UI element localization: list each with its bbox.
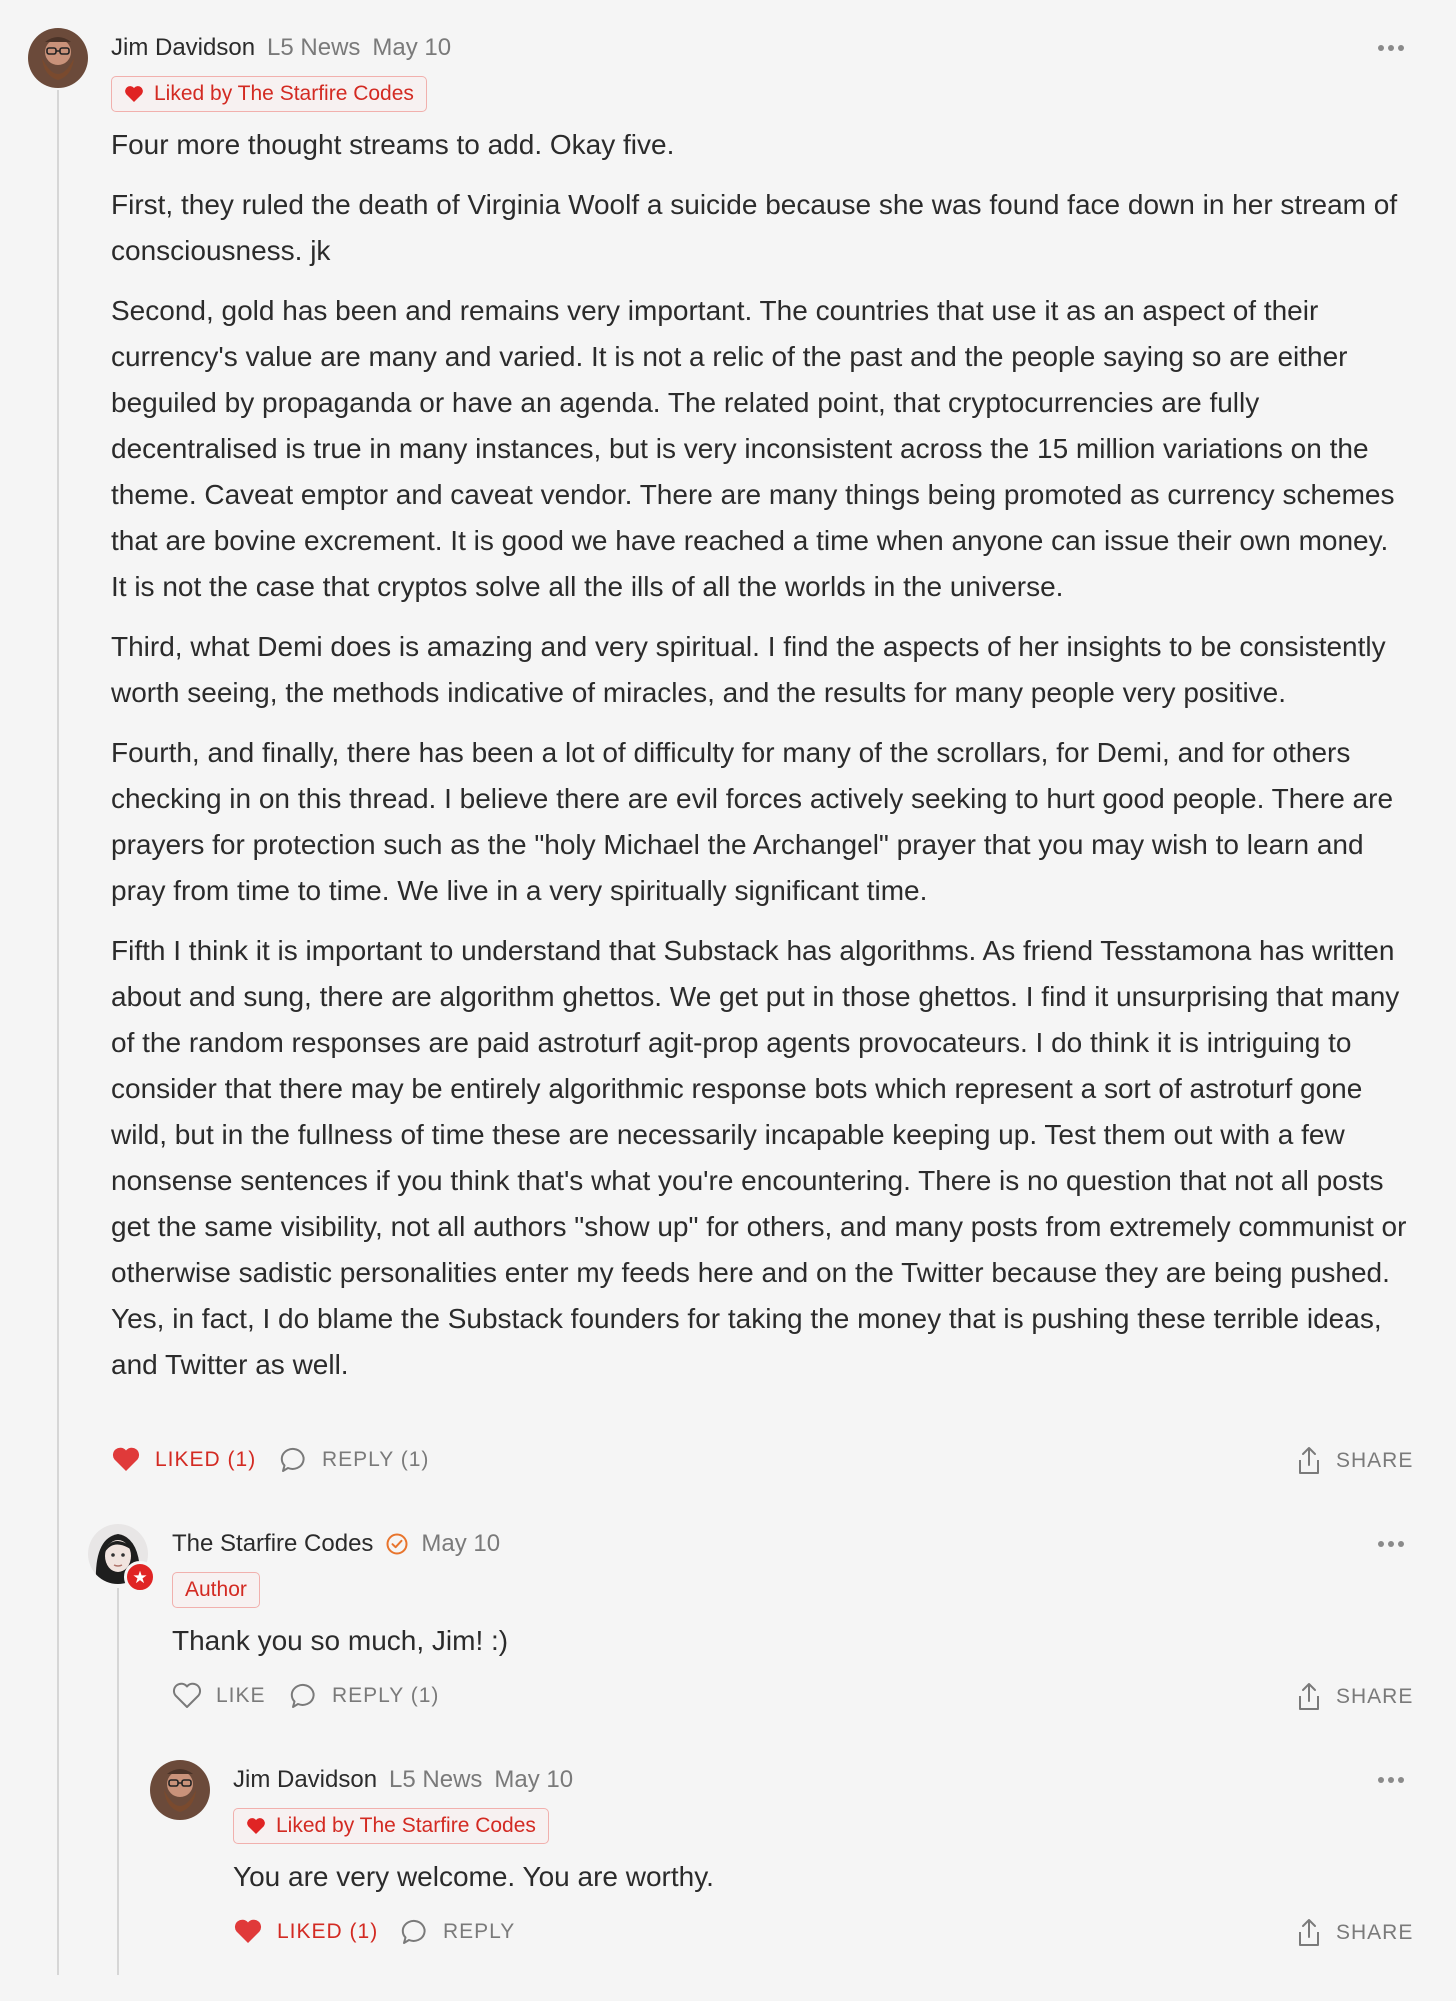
avatar-bearded-man-icon (28, 28, 88, 88)
comment-paragraph: Four more thought streams to add. Okay five. (111, 129, 675, 160)
avatar-bearded-man-icon (150, 1760, 210, 1820)
comment-body (172, 1618, 1402, 1664)
like-label: LIKED (1) (155, 1447, 257, 1471)
share-label: SHARE (1336, 1449, 1414, 1472)
like-label: LIKED (1) (277, 1919, 379, 1943)
share-button[interactable] (1296, 1918, 1413, 1948)
like-button[interactable] (233, 1918, 378, 1945)
comment-paragraph: First, they ruled the death of Virginia Woolf a suicide because she was found face down in her stream of consciousness. jk (111, 189, 1398, 266)
like-button[interactable] (111, 1446, 256, 1473)
comment-paragraph: You are very welcome. You are worthy. (233, 1861, 714, 1892)
comment-header (172, 1530, 500, 1558)
publication-name[interactable]: L5 News (389, 1766, 483, 1793)
more-options-icon[interactable] (1376, 1774, 1406, 1786)
comment-paragraph: Thank you so much, Jim! :) (172, 1625, 509, 1656)
like-button[interactable] (172, 1682, 266, 1709)
comment-date[interactable]: May 10 (372, 34, 452, 61)
thread-line-reply (117, 1588, 119, 1975)
liked-by-label: Liked by The Starfire Codes (276, 1814, 536, 1837)
share-icon (1296, 1682, 1322, 1712)
liked-by-badge (233, 1808, 549, 1844)
verified-check-icon (385, 1532, 409, 1556)
reply-button[interactable] (290, 1682, 439, 1710)
reply-label: REPLY (1) (322, 1448, 430, 1471)
reply-label: REPLY (1) (332, 1684, 440, 1707)
reply-button[interactable] (280, 1446, 429, 1474)
comment-date[interactable]: May 10 (494, 1766, 574, 1793)
share-label: SHARE (1336, 1685, 1414, 1708)
author-name[interactable]: Jim Davidson (233, 1766, 378, 1793)
heart-icon (246, 1817, 266, 1835)
avatar[interactable] (28, 28, 88, 88)
author-badge (172, 1572, 260, 1608)
liked-by-label: Liked by The Starfire Codes (154, 82, 414, 105)
heart-filled-icon (233, 1918, 263, 1945)
speech-bubble-icon (401, 1918, 429, 1946)
comment-paragraph: Fifth I think it is important to understand that Substack has algorithms. As friend Tesstamona has written about and sung, there are algorithm ghettos. We get put in those ghettos. I find it unsurprising that many of the random responses are paid astroturf agit-prop agents provocateurs. I do think it is intriguing to consider that there may be entirely algorithmic response bots which represent a sort of astroturf gone wild, but in the fullness of time these are necessarily incapable keeping up. Test them out with a few nonsense sentences if you think that's what you're encountering. There is no question that not all posts get the same visibility, not all authors "show up" for others, and many posts from extremely communist or otherwise sadistic personalities enter my feeds here and on the Twitter because they are being pushed. Yes, in fact, I do blame the Substack founders for taking the money that is pushing these terrible ideas, and Twitter as well. (111, 935, 1407, 1380)
heart-icon (124, 85, 144, 103)
speech-bubble-icon (280, 1446, 308, 1474)
share-icon (1296, 1446, 1322, 1476)
more-options-icon[interactable] (1376, 42, 1406, 54)
speech-bubble-icon (290, 1682, 318, 1710)
author-name[interactable]: Jim Davidson (111, 34, 256, 61)
share-button[interactable] (1296, 1682, 1413, 1712)
share-label: SHARE (1336, 1921, 1414, 1944)
comment-date[interactable]: May 10 (421, 1530, 501, 1557)
like-label: LIKE (216, 1683, 266, 1707)
publication-name[interactable]: L5 News (267, 34, 361, 61)
heart-outline-icon (172, 1682, 202, 1709)
comment-body (233, 1854, 1403, 1900)
author-name[interactable]: The Starfire Codes (172, 1530, 374, 1557)
comment-header (111, 34, 451, 62)
more-options-icon[interactable] (1376, 1538, 1406, 1550)
liked-by-badge (111, 76, 427, 112)
comment-header (233, 1766, 573, 1794)
reply-button[interactable] (401, 1918, 515, 1946)
comment-body (111, 122, 1411, 1388)
share-button[interactable] (1296, 1446, 1413, 1476)
comment-paragraph: Second, gold has been and remains very important. The countries that use it as an aspect of their currency's value are many and varied. It is not a relic of the past and the people saying so are either beguiled by propaganda or have an agenda. The related point, that cryptocurrencies are fully decentralised is true in many instances, but is very inconsistent across the 15 million variations on the theme. Caveat emptor and caveat vendor. There are many things being promoted as currency schemes that are bovine excrement. It is good we have reached a time when anyone can issue their own money. It is not the case that cryptos solve all the ills of all the worlds in the universe. (111, 295, 1395, 602)
thread-line-main (57, 90, 59, 1975)
comment-paragraph: Third, what Demi does is amazing and very spiritual. I find the aspects of her insights to be consistently worth seeing, the methods indicative of miracles, and the results for many people very positive. (111, 631, 1386, 708)
comment-paragraph: Fourth, and finally, there has been a lot of difficulty for many of the scrollars, for Demi, and for others checking in on this thread. I believe there are evil forces actively seeking to hurt good people. There are prayers for protection such as the "holy Michael the Archangel" prayer that you may wish to learn and pray from time to time. We live in a very spiritually significant time. (111, 737, 1394, 906)
author-star-icon: ★ (124, 1561, 156, 1593)
share-icon (1296, 1918, 1322, 1948)
avatar[interactable] (150, 1760, 210, 1820)
author-badge-label: Author (185, 1578, 247, 1601)
reply-label: REPLY (443, 1920, 516, 1943)
heart-filled-icon (111, 1446, 141, 1473)
